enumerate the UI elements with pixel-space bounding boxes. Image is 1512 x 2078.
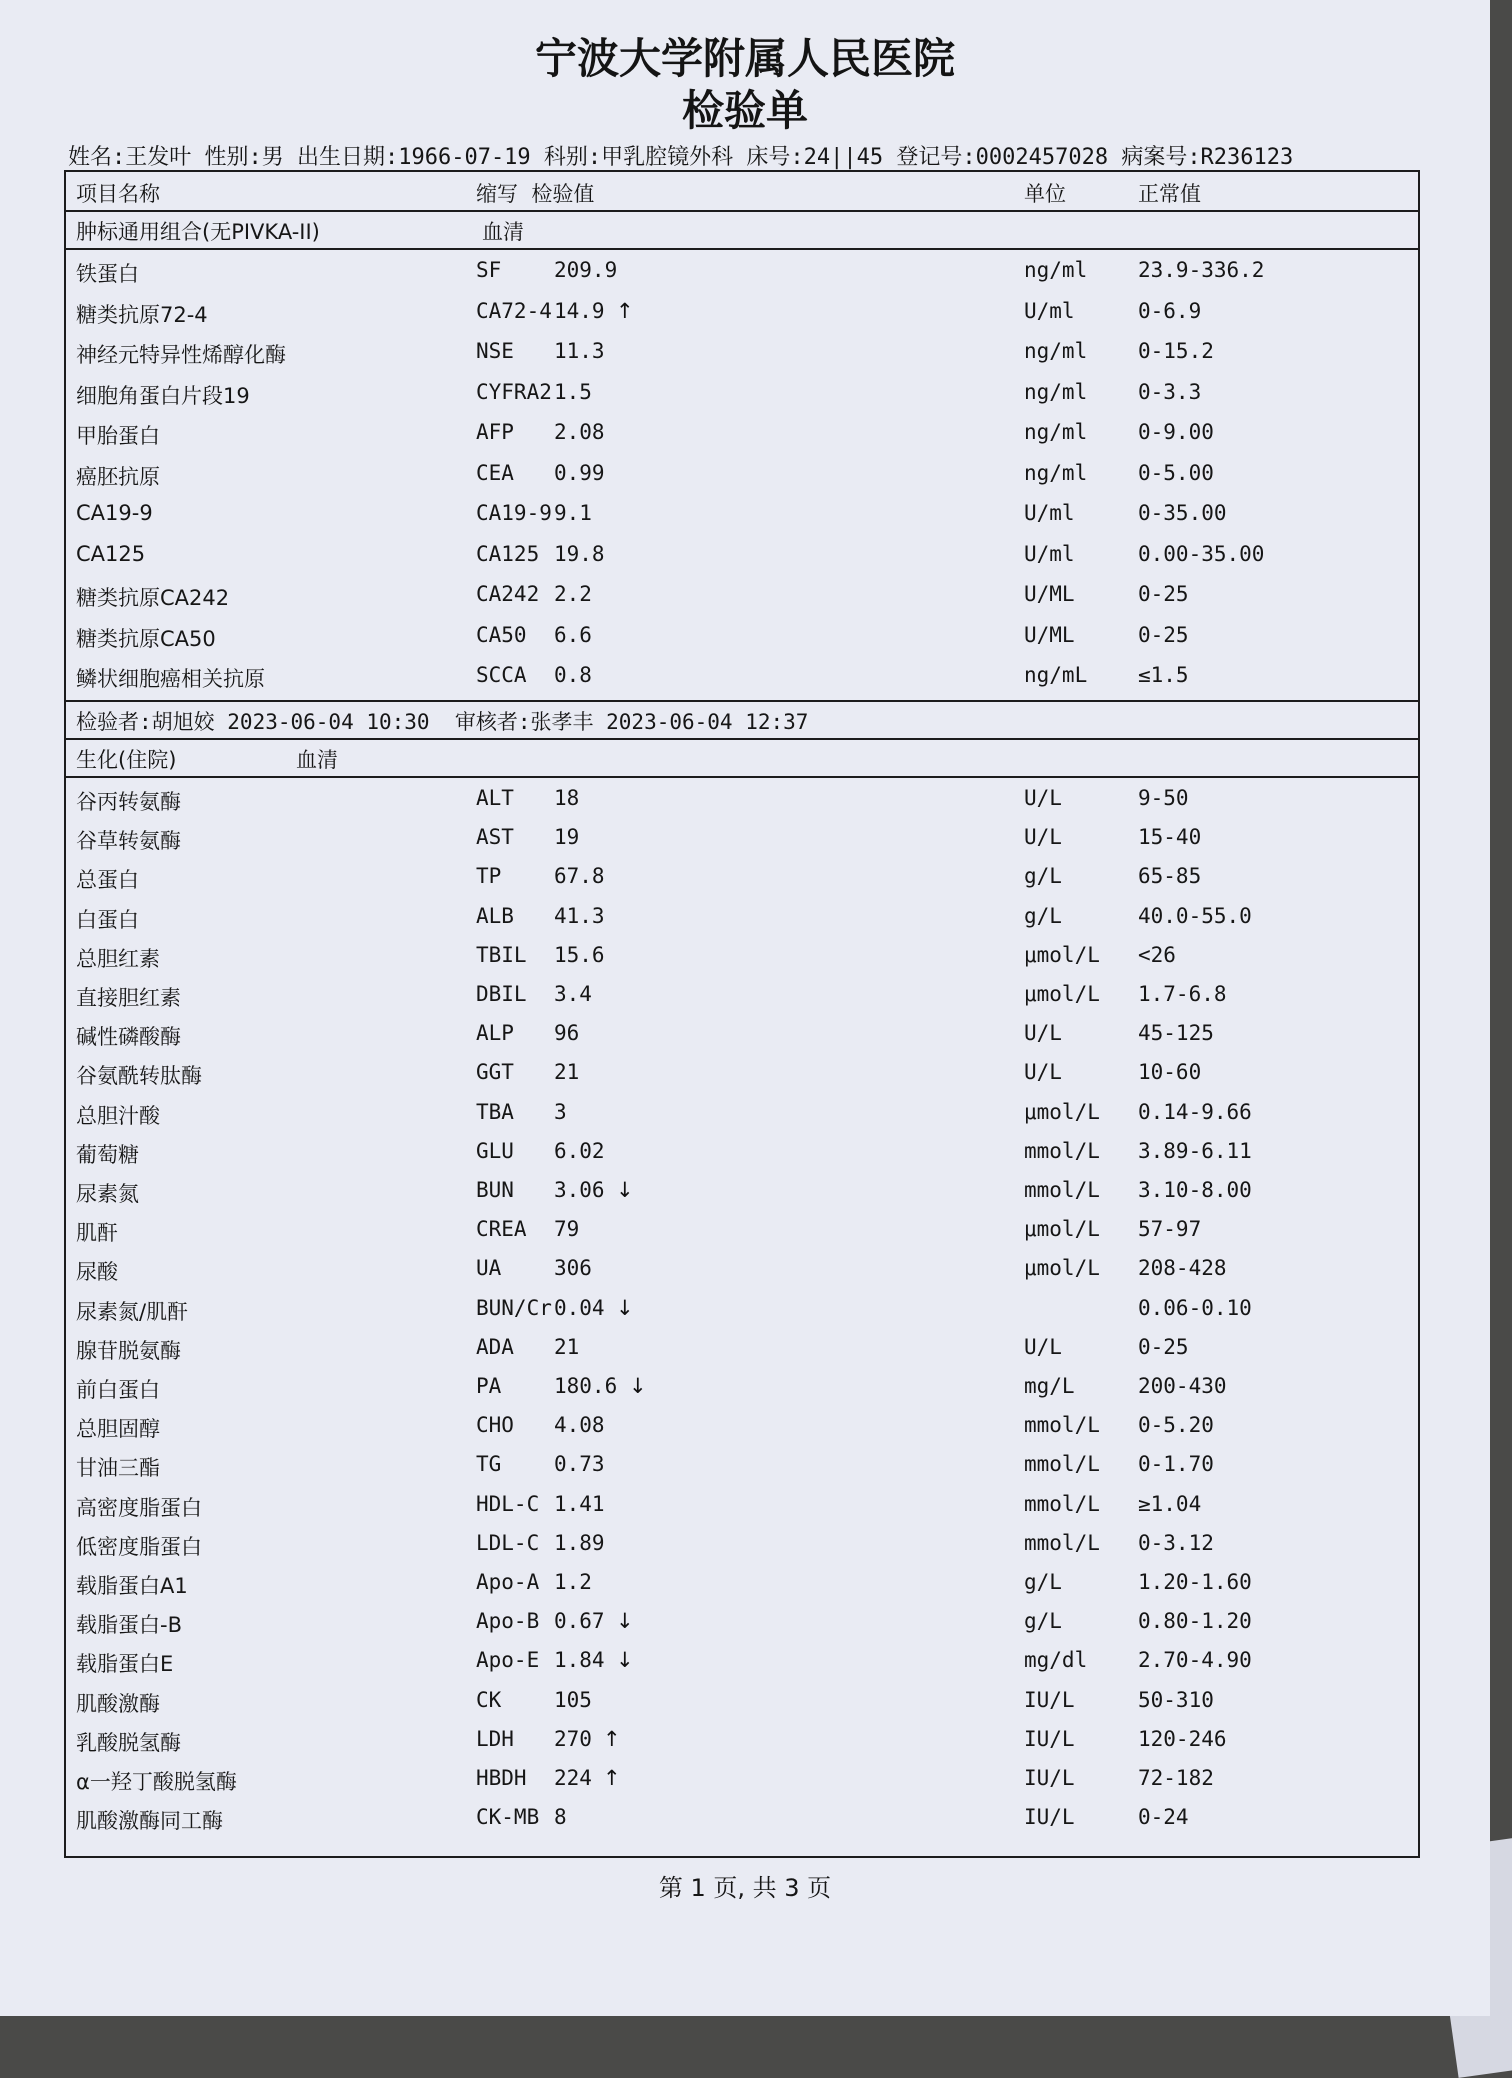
test-abbr: Apo-E (476, 1648, 540, 1673)
test-unit: U/L (1024, 1021, 1062, 1046)
table-row (66, 1605, 1418, 1641)
table-row (66, 1488, 1418, 1524)
test-value: 14.9 (554, 298, 605, 323)
test-unit: mmol/L (1024, 1491, 1100, 1516)
test-abbr: TBA (476, 1099, 514, 1124)
test-unit: g/L (1024, 1609, 1062, 1634)
document-title: 检验单 (681, 86, 808, 135)
test-unit: mmol/L (1024, 1452, 1100, 1477)
test-reference: 0-35.00 (1138, 501, 1227, 525)
test-reference: 0-5.00 (1138, 460, 1214, 485)
header-reference: 正常值 (1138, 182, 1201, 206)
test-name: 肌酸激酶同工酶 (76, 1809, 223, 1834)
test-reference: 65-85 (1138, 864, 1202, 889)
test-unit: ng/ml (1024, 460, 1088, 485)
table-row (66, 1723, 1418, 1759)
test-abbr: CK (476, 1687, 502, 1712)
test-value: 209.9 (554, 258, 618, 282)
test-name: 糖类抗原CA242 (76, 586, 230, 610)
table-row (66, 1409, 1418, 1445)
test-value: 6.6 (554, 622, 592, 647)
test-unit: mmol/L (1024, 1138, 1100, 1163)
page-footer: 第 1 页, 共 3 页 (658, 1874, 832, 1902)
test-reference: 1.7-6.8 (1138, 982, 1227, 1006)
test-unit: mmol/L (1024, 1178, 1100, 1202)
test-value: 4.08 (554, 1413, 605, 1438)
test-reference: <26 (1138, 942, 1176, 967)
signature-row (66, 702, 1418, 738)
test-reference: 1.20-1.60 (1138, 1570, 1252, 1594)
test-name: 鳞状细胞癌相关抗原 (76, 667, 265, 691)
test-unit: U/ML (1024, 582, 1075, 606)
test-reference: 23.9-336.2 (1138, 258, 1265, 282)
test-value: 3.4 (554, 982, 592, 1006)
specimen-label: 血清 (482, 220, 524, 244)
test-unit: ng/ml (1024, 420, 1088, 444)
test-abbr: PA (476, 1374, 502, 1398)
table-row (66, 1644, 1418, 1680)
table-row (66, 978, 1418, 1014)
test-value: 19.8 (554, 541, 605, 566)
abnormal-flag-icon: ↓ (616, 1295, 634, 1320)
test-name: 谷丙转氨酶 (76, 790, 181, 814)
test-unit: μmol/L (1024, 1217, 1100, 1242)
test-abbr: BUN/Cr (476, 1295, 552, 1320)
test-value: 15.6 (554, 942, 605, 967)
table-row (66, 457, 1418, 493)
test-value: 1.2 (554, 1570, 592, 1594)
test-unit: IU/L (1024, 1805, 1075, 1830)
table-row (66, 1762, 1418, 1798)
test-name: 直接胆红素 (76, 986, 181, 1010)
table-row (66, 860, 1418, 896)
test-abbr: CA50 (476, 622, 527, 647)
test-name: 葡萄糖 (76, 1142, 139, 1167)
test-abbr: BUN (476, 1178, 514, 1202)
test-name: 总蛋白 (76, 868, 139, 893)
test-reference: 57-97 (1138, 1217, 1202, 1242)
test-abbr: HBDH (476, 1766, 527, 1790)
test-name: 总胆汁酸 (76, 1103, 160, 1128)
section-header (66, 740, 1418, 776)
test-unit: U/ML (1024, 622, 1075, 647)
test-reference: 72-182 (1138, 1766, 1214, 1790)
test-reference: 208-428 (1138, 1256, 1227, 1281)
table-row (66, 1370, 1418, 1406)
test-name: 低密度脂蛋白 (76, 1534, 202, 1559)
test-value: 6.02 (554, 1138, 605, 1163)
test-unit: IU/L (1024, 1766, 1075, 1790)
test-name: 神经元特异性烯醇化酶 (76, 343, 286, 367)
table-row (66, 939, 1418, 975)
section-header (66, 212, 1418, 248)
test-abbr: GLU (476, 1138, 514, 1163)
test-reference: 0-1.70 (1138, 1452, 1214, 1477)
test-reference: ≤1.5 (1138, 663, 1189, 687)
test-name: 高密度脂蛋白 (76, 1495, 202, 1520)
header-item-name: 项目名称 (76, 182, 160, 206)
table-row (66, 1017, 1418, 1053)
test-value: 0.73 (554, 1452, 605, 1477)
test-reference: 40.0-55.0 (1138, 903, 1252, 928)
test-value: 21 (554, 1060, 580, 1085)
test-unit: ng/ml (1024, 339, 1088, 363)
table-header-row (66, 174, 1418, 210)
test-name: 甘油三酯 (76, 1456, 160, 1481)
table-row (66, 782, 1418, 818)
test-value: 19 (554, 825, 580, 850)
abnormal-flag-icon: ↑ (616, 298, 634, 323)
table-row (66, 1448, 1418, 1484)
test-reference: 0-25 (1138, 582, 1189, 606)
test-abbr: Apo-B (476, 1609, 540, 1634)
abnormal-flag-icon: ↑ (603, 1726, 621, 1751)
test-reference: 0-25 (1138, 1334, 1189, 1359)
test-reference: 15-40 (1138, 825, 1202, 850)
test-value: 0.8 (554, 663, 592, 687)
test-name: 糖类抗原72-4 (76, 302, 208, 327)
test-name: 载脂蛋白-B (76, 1613, 182, 1638)
test-reference: 200-430 (1138, 1374, 1227, 1398)
test-reference: 0.00-35.00 (1138, 541, 1265, 566)
table-row (66, 1056, 1418, 1092)
test-abbr: GGT (476, 1060, 514, 1085)
signature-line: 检验者:胡旭姣 2023-06-04 10:30 审核者:张孝丰 2023-06-04 12:37 (76, 710, 809, 734)
table-row (66, 1135, 1418, 1171)
test-unit: IU/L (1024, 1687, 1075, 1712)
test-value: 180.6 (554, 1374, 618, 1398)
table-row (66, 295, 1418, 331)
test-unit: U/L (1024, 786, 1062, 810)
test-reference: 0-25 (1138, 622, 1189, 647)
test-value: 3 (554, 1099, 567, 1124)
test-unit: U/ml (1024, 541, 1075, 566)
test-value: 306 (554, 1256, 592, 1281)
test-abbr: ADA (476, 1334, 514, 1359)
test-value: 21 (554, 1334, 580, 1359)
test-unit: ng/ml (1024, 258, 1088, 282)
test-reference: 45-125 (1138, 1021, 1214, 1046)
table-row (66, 254, 1418, 290)
header-unit: 单位 (1024, 182, 1066, 206)
test-value: 18 (554, 786, 580, 810)
test-abbr: ALP (476, 1021, 514, 1046)
test-value: 9.1 (554, 501, 592, 525)
test-name: 尿酸 (76, 1260, 118, 1285)
test-value: 2.08 (554, 420, 605, 444)
test-value: 0.99 (554, 460, 605, 485)
table-row (66, 659, 1418, 695)
table-row (66, 1684, 1418, 1720)
test-name: 肌酐 (76, 1221, 118, 1246)
test-value: 1.41 (554, 1491, 605, 1516)
test-name: 白蛋白 (76, 907, 139, 932)
test-unit: mg/dl (1024, 1648, 1088, 1673)
test-value: 8 (554, 1805, 567, 1830)
test-reference: 2.70-4.90 (1138, 1648, 1252, 1673)
test-reference: 3.10-8.00 (1138, 1178, 1252, 1202)
test-unit: mg/L (1024, 1374, 1075, 1398)
patient-info-line: 姓名:王发叶 性别:男 出生日期:1966-07-19 科别:甲乳腔镜外科 床号:24||45 登记号:0002457028 病案号:R236123 (68, 145, 1294, 170)
test-abbr: CK-MB (476, 1805, 540, 1830)
table-row (66, 1213, 1418, 1249)
test-unit: g/L (1024, 864, 1062, 889)
test-abbr: TG (476, 1452, 502, 1477)
table-row (66, 1174, 1418, 1210)
test-name: 尿素氮/肌酐 (76, 1299, 189, 1324)
table-row (66, 619, 1418, 655)
test-value: 67.8 (554, 864, 605, 889)
test-abbr: CA125 (476, 541, 540, 566)
test-unit: U/L (1024, 825, 1062, 850)
test-reference: 0-9.00 (1138, 420, 1214, 444)
table-row (66, 1252, 1418, 1288)
test-name: 细胞角蛋白片段19 (76, 383, 250, 408)
test-abbr: CEA (476, 460, 514, 485)
test-abbr: ALB (476, 903, 514, 928)
abnormal-flag-icon: ↑ (603, 1766, 621, 1790)
test-abbr: CYFRA2 (476, 379, 552, 404)
test-name: CA19-9 (76, 501, 153, 525)
abnormal-flag-icon: ↓ (616, 1178, 634, 1202)
test-abbr: AFP (476, 420, 514, 444)
test-name: 乳酸脱氢酶 (76, 1730, 181, 1755)
test-value: 1.84 (554, 1648, 605, 1673)
test-name: 腺苷脱氨酶 (76, 1338, 181, 1363)
test-unit: μmol/L (1024, 1099, 1100, 1124)
table-row (66, 900, 1418, 936)
table-row (66, 1096, 1418, 1132)
test-reference: 0-5.20 (1138, 1413, 1214, 1438)
test-reference: 0-15.2 (1138, 339, 1214, 363)
abnormal-flag-icon: ↓ (616, 1648, 634, 1673)
test-abbr: HDL-C (476, 1491, 540, 1516)
abnormal-flag-icon: ↓ (616, 1609, 634, 1634)
test-reference: 0.80-1.20 (1138, 1609, 1252, 1634)
test-reference: 0-6.9 (1138, 298, 1202, 323)
test-name: 糖类抗原CA50 (76, 626, 216, 651)
test-value: 0.67 (554, 1609, 605, 1634)
table-row (66, 1292, 1418, 1328)
table-row (66, 578, 1418, 614)
test-abbr: Apo-A (476, 1570, 540, 1594)
test-value: 11.3 (554, 339, 605, 363)
test-reference: 0-24 (1138, 1805, 1189, 1830)
test-reference: ≥1.04 (1138, 1491, 1202, 1516)
test-reference: 10-60 (1138, 1060, 1202, 1085)
test-name: 载脂蛋白E (76, 1652, 174, 1677)
test-name: 尿素氮 (76, 1182, 139, 1206)
test-abbr: SCCA (476, 663, 527, 687)
table-row (66, 497, 1418, 533)
hospital-name: 宁波大学附属人民医院 (534, 34, 955, 83)
test-abbr: LDH (476, 1726, 514, 1751)
test-unit: U/L (1024, 1060, 1062, 1085)
divider (66, 248, 1418, 250)
test-reference: 0-3.3 (1138, 379, 1202, 404)
test-reference: 0-3.12 (1138, 1530, 1214, 1555)
section-title: 肿标通用组合(无PIVKA-II) (76, 220, 320, 244)
test-name: CA125 (76, 541, 146, 566)
test-name: 甲胎蛋白 (76, 424, 160, 448)
test-value: 0.04 (554, 1295, 605, 1320)
test-value: 270 (554, 1726, 592, 1751)
test-unit: U/ml (1024, 298, 1075, 323)
test-name: 前白蛋白 (76, 1378, 160, 1402)
test-value: 79 (554, 1217, 580, 1242)
divider (66, 776, 1418, 778)
specimen-label: 血清 (296, 748, 338, 772)
test-name: 总胆红素 (76, 946, 160, 971)
test-unit: μmol/L (1024, 1256, 1100, 1281)
test-reference: 0.06-0.10 (1138, 1295, 1252, 1320)
table-row (66, 821, 1418, 857)
table-row (66, 376, 1418, 412)
test-abbr: SF (476, 258, 502, 282)
test-abbr: CREA (476, 1217, 527, 1242)
test-abbr: CA72-4 (476, 298, 552, 323)
test-unit: g/L (1024, 903, 1062, 928)
test-abbr: LDL-C (476, 1530, 540, 1555)
test-value: 1.89 (554, 1530, 605, 1555)
test-unit: ng/ml (1024, 379, 1088, 404)
table-row (66, 1527, 1418, 1563)
test-value: 2.2 (554, 582, 592, 606)
test-name: 载脂蛋白A1 (76, 1574, 188, 1598)
test-unit: IU/L (1024, 1726, 1075, 1751)
test-reference: 120-246 (1138, 1726, 1227, 1751)
test-unit: mmol/L (1024, 1530, 1100, 1555)
test-name: 碱性磷酸酶 (76, 1025, 181, 1050)
test-reference: 0.14-9.66 (1138, 1099, 1252, 1124)
section-title: 生化(住院) (76, 748, 177, 772)
header-abbr-value: 缩写 检验值 (476, 182, 595, 206)
test-unit: U/L (1024, 1334, 1062, 1359)
test-value: 3.06 (554, 1178, 605, 1202)
test-unit: U/ml (1024, 501, 1075, 525)
table-row (66, 1331, 1418, 1367)
abnormal-flag-icon: ↓ (629, 1374, 647, 1398)
test-name: 谷氨酰转肽酶 (76, 1064, 202, 1089)
test-reference: 3.89-6.11 (1138, 1138, 1252, 1163)
test-abbr: DBIL (476, 982, 527, 1006)
table-row (66, 1566, 1418, 1602)
report-table (64, 170, 1420, 1858)
test-name: α一羟丁酸脱氢酶 (76, 1770, 237, 1794)
test-name: 总胆固醇 (76, 1417, 160, 1442)
test-abbr: CHO (476, 1413, 514, 1438)
test-reference: 50-310 (1138, 1687, 1214, 1712)
test-name: 癌胚抗原 (76, 464, 160, 489)
test-value: 41.3 (554, 903, 605, 928)
test-abbr: TP (476, 864, 502, 889)
test-value: 96 (554, 1021, 580, 1046)
table-row (66, 335, 1418, 371)
test-abbr: UA (476, 1256, 502, 1281)
test-name: 肌酸激酶 (76, 1691, 160, 1716)
test-unit: mmol/L (1024, 1413, 1100, 1438)
table-row (66, 1801, 1418, 1837)
test-value: 1.5 (554, 379, 592, 404)
test-unit: μmol/L (1024, 942, 1100, 967)
test-value: 105 (554, 1687, 592, 1712)
test-abbr: NSE (476, 339, 514, 363)
table-row (66, 538, 1418, 574)
test-unit: ng/mL (1024, 663, 1088, 687)
test-value: 224 (554, 1766, 592, 1790)
test-abbr: TBIL (476, 942, 527, 967)
test-unit: g/L (1024, 1570, 1062, 1594)
table-row (66, 416, 1418, 452)
test-abbr: ALT (476, 786, 514, 810)
test-unit: μmol/L (1024, 982, 1100, 1006)
test-reference: 9-50 (1138, 786, 1189, 810)
test-abbr: AST (476, 825, 514, 850)
test-abbr: CA242 (476, 582, 540, 606)
test-name: 谷草转氨酶 (76, 829, 181, 854)
test-name: 铁蛋白 (76, 262, 139, 286)
test-abbr: CA19-9 (476, 501, 552, 525)
